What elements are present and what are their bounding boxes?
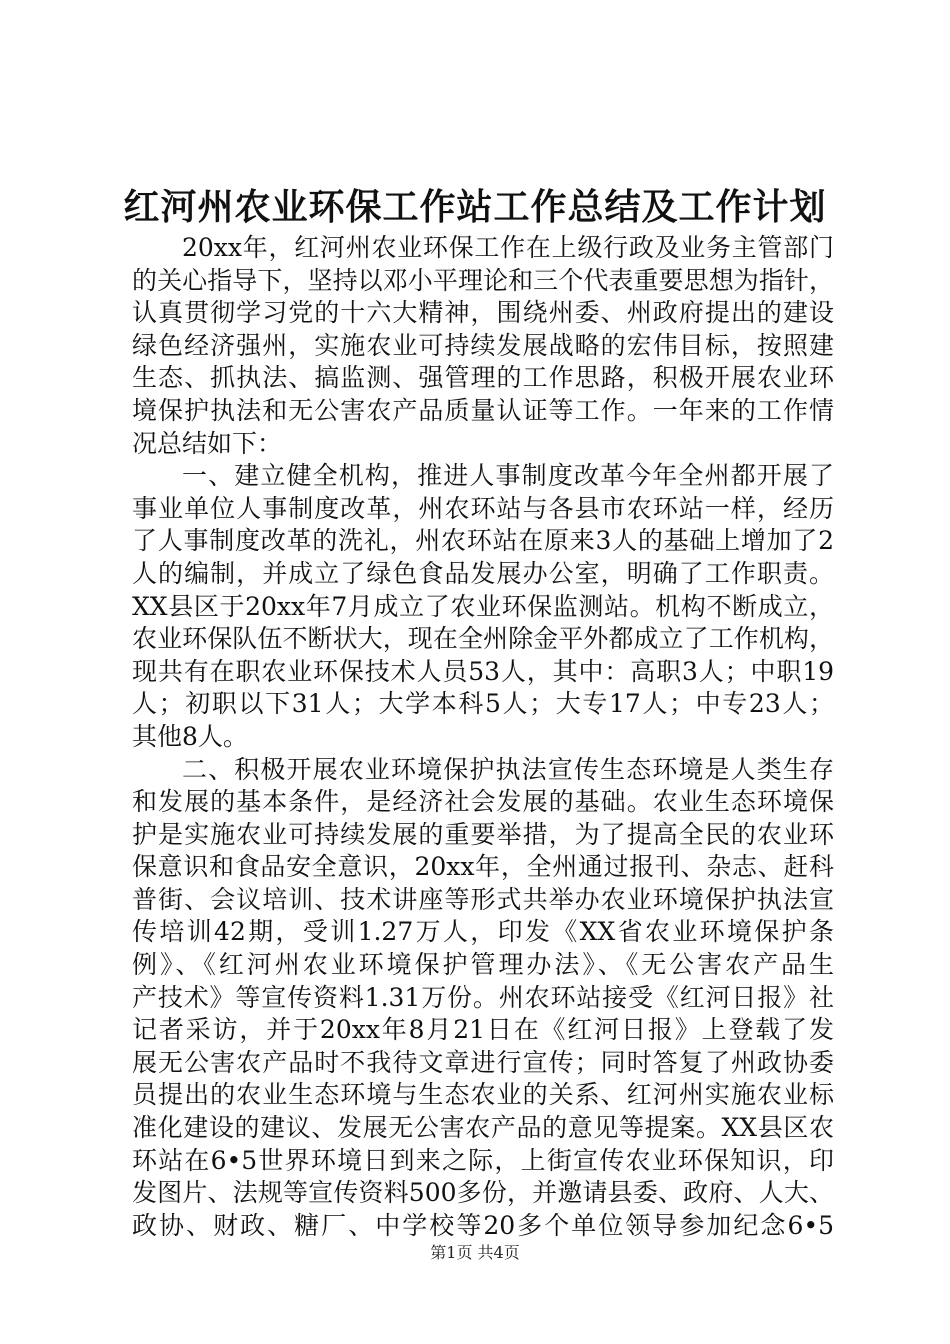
- paragraph-line: 认真贯彻学习党的十六大精神，围绕州委、州政府提出的建设: [132, 298, 834, 328]
- document-body: [132, 232, 834, 1242]
- paragraph-line: 人的编制，并成立了绿色食品发展办公室，明确了工作职责。: [132, 558, 834, 588]
- paragraph-line: 生态、抓执法、搞监测、强管理的工作思路，积极开展农业环: [132, 363, 834, 393]
- paragraph-line: 一、建立健全机构，推进人事制度改革今年全州都开展了: [182, 461, 834, 491]
- paragraph-line: 的关心指导下，坚持以邓小平理论和三个代表重要思想为指针，: [132, 265, 834, 295]
- paragraph-line: 农业环保队伍不断状大，现在全州除金平外都成立了工作机构，: [132, 624, 834, 654]
- paragraph-line: 绿色经济强州，实施农业可持续发展战略的宏伟目标，按照建: [132, 330, 834, 360]
- page-number-footer: 第1页 共4页: [430, 1243, 520, 1262]
- paragraph-line: 例》、《红河州农业环境保护管理办法》、《无公害农产品生: [132, 950, 834, 980]
- paragraph-line: 人；初职以下31人；大学本科5人；大专17人；中专23人；: [132, 689, 834, 719]
- paragraph-line: 二、积极开展农业环境保护执法宣传生态环境是人类生存: [182, 754, 834, 784]
- paragraph-line: 产技术》等宣传资料1.31万份。州农环站接受《红河日报》社: [132, 982, 834, 1012]
- paragraph-line: 政协、财政、糖厂、中学校等20多个单位领导参加纪念6•5: [132, 1210, 834, 1240]
- paragraph-line: 保意识和食品安全意识，20xx年，全州通过报刊、杂志、赶科: [132, 852, 834, 882]
- paragraph-line: 普街、会议培训、技术讲座等形式共举办农业环境保护执法宣: [132, 884, 834, 914]
- paragraph-line: 其他8人。: [132, 721, 248, 751]
- paragraph-line: 传培训42期，受训1.27万人，印发《XX省农业环境保护条: [132, 917, 834, 947]
- paragraph-line: 环站在6•5世界环境日到来之际，上街宣传农业环保知识，印: [132, 1145, 834, 1175]
- paragraph-line: 展无公害农产品时不我待文章进行宣传；同时答复了州政协委: [132, 1047, 834, 1077]
- paragraph-line: 境保护执法和无公害农产品质量认证等工作。一年来的工作情: [132, 395, 834, 425]
- paragraph-line: XX县区于20xx年7月成立了农业环保监测站。机构不断成立，: [132, 591, 834, 621]
- document-title: 红河州农业环保工作站工作总结及工作计划: [123, 186, 827, 228]
- paragraph-line: 了人事制度改革的洗礼，州农环站在原来3人的基础上增加了2: [132, 526, 834, 556]
- paragraph-line: 和发展的基本条件，是经济社会发展的基础。农业生态环境保: [132, 787, 834, 817]
- paragraph-line: 员提出的农业生态环境与生态农业的关系、红河州实施农业标: [132, 1080, 834, 1110]
- paragraph-line: 现共有在职农业环保技术人员53人，其中：高职3人；中职19: [132, 656, 834, 686]
- paragraph-line: 记者采访，并于20xx年8月21日在《红河日报》上登载了发: [132, 1015, 834, 1045]
- paragraph-line: 护是实施农业可持续发展的重要举措，为了提高全民的农业环: [132, 819, 834, 849]
- paragraph-line: 况总结如下：: [132, 428, 283, 458]
- paragraph-line: 发图片、法规等宣传资料500多份，并邀请县委、政府、人大、: [132, 1178, 834, 1208]
- paragraph-line: 20xx年，红河州农业环保工作在上级行政及业务主管部门: [182, 233, 834, 262]
- paragraph-line: 准化建设的建议、发展无公害农产品的意见等提案。XX县区农: [132, 1113, 834, 1143]
- paragraph-line: 事业单位人事制度改革，州农环站与各县市农环站一样，经历: [132, 493, 834, 523]
